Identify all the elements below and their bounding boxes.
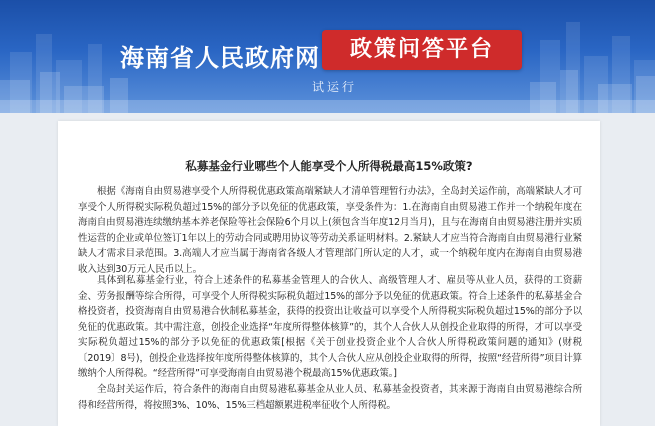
site-name: 海南省人民政府网: [120, 44, 320, 72]
article-paragraph: 根据《海南自由贸易港享受个人所得税优惠政策高端紧缺人才清单管理暂行办法》，全岛封关运作前，高端紧缺人才可享受个人所得税实际税负超过15%的部分予以免征的优惠政策，享受条件为：1.在海南自由贸易港工作并一个纳税年度在海南自由贸易港连续缴纳基本养老保险等社会保险6个月以上(须包含当年度12月当月)，且与在海南自由贸易港注册并实质性运营的企业或单位签订1年以上的劳动合同或聘用协议等劳动关系证明材料。2.紧缺人才应当符合海南自由贸易港行业紧缺人才需求目录范围。3.高端人才应当属于海南省各级人才管理部门所认定的人才，或一个纳税年度内在海南自由贸易港收入达到30万元人民币以上。: [78, 186, 582, 275]
trial-status-label: 试运行: [312, 80, 358, 94]
header-banner: [0, 0, 655, 113]
article-paragraph: 具体到私募基金行业，符合上述条件的私募基金管理人的合伙人、高级管理人才、雇员等从业人员，获得的工资薪金、劳务报酬等综合所得，可享受个人所得税实际税负超过15%的部分予以免征的优惠政策。符合上述条件的私募基金合格投资者，投资海南自由贸易港合伙制私募基金，获得的投资出让收益可以享受个人所得税实际税负超过15%的部分予以免征的优惠政策。其中需注意，创投企业选择“年度所得整体核算”的，其个人合伙人从创投企业取得的所得，才可以享受实际税负超过15%的部分予以免征的优惠政策[根据《关于创业投资企业个人合伙人所得税政策问题的通知》(财税〔2019〕8号)，创投企业选择按年度所得整体核算的，其个人合伙人应从创投企业取得的所得，按照“经营所得”项目计算缴纳个人所得税。“经营所得”可享受海南自由贸易港个税最高15%优惠政策。]: [78, 275, 582, 379]
platform-name-badge: 政策问答平台: [322, 30, 522, 70]
article-paragraph: 全岛封关运作后，符合条件的海南自由贸易港私募基金从业人员、私募基金投资者，其来源于海南自由贸易港综合所得和经营所得，将按照3%、10%、15%三档超额累进税率征收个人所得税。: [78, 384, 582, 411]
article-title: 私募基金行业哪些个人能享受个人所得税最高15%政策?: [185, 159, 473, 173]
article-card: [58, 121, 600, 426]
